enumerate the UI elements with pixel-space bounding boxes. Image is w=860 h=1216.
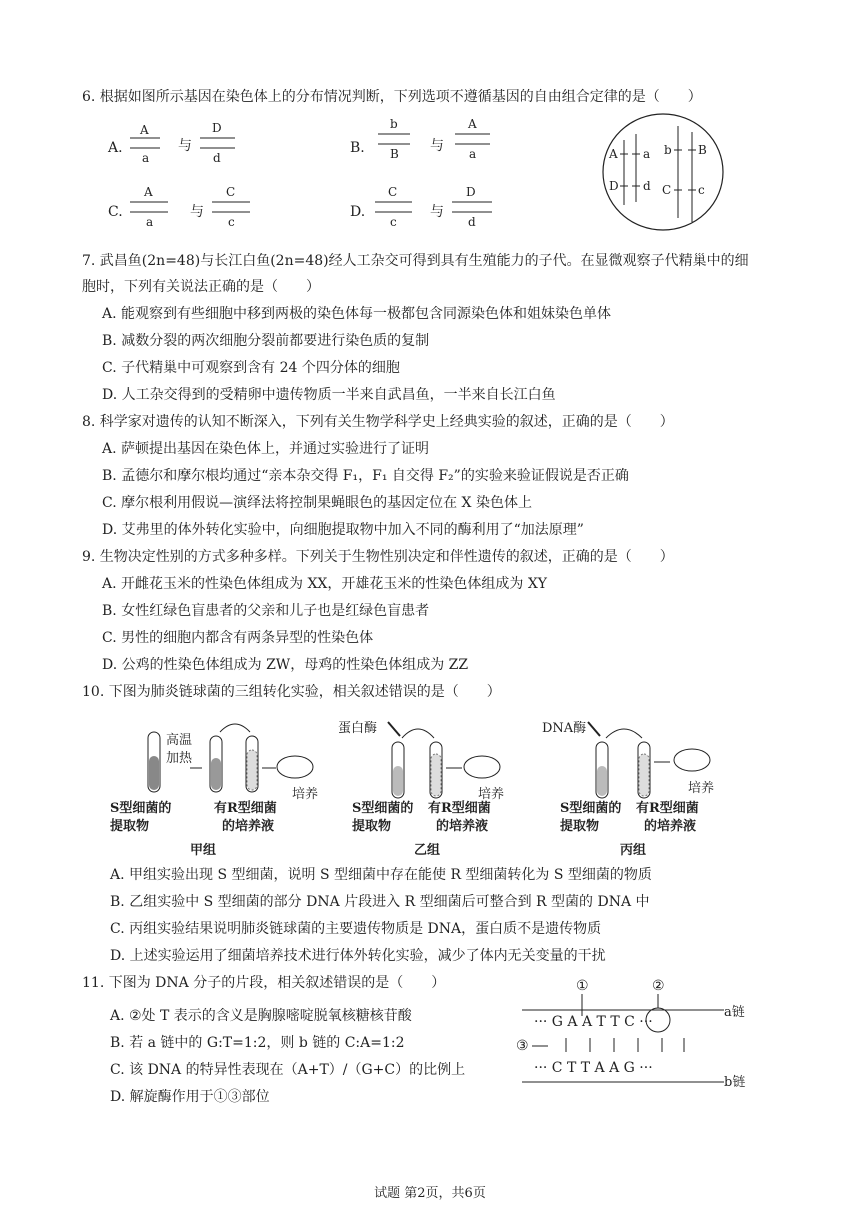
q9-option-b: B. 女性红绿色盲患者的父亲和儿子也是红绿色盲患者 (102, 603, 430, 619)
jia-r-medium-line2: 的培养液 (222, 819, 275, 834)
q10-transformation-figure (110, 712, 750, 862)
yi-protease-label: 蛋白酶 (338, 721, 378, 736)
q7-stem-line2: 胞时，下列有关说法正确的是（ ） (82, 279, 320, 295)
q9-option-d: D. 公鸡的性染色体组成为 ZW，母鸡的性染色体组成为 ZZ (102, 657, 469, 673)
dna-marker-1: ① (576, 978, 589, 994)
cell-gene-a: a (643, 147, 651, 161)
q6-opt-c-top-gene-2: C (226, 185, 236, 199)
bing-r-medium-line1: 有R型细菌 (636, 801, 699, 816)
cell-gene-C: C (662, 183, 672, 197)
q6-stem: 6. 根据如图所示基因在染色体上的分布情况判断，下列选项不遵循基因的自由组合定律的是（ ） (82, 89, 702, 105)
q6-opt-b-conj: 与 (430, 138, 444, 154)
bing-dnase-label: DNA酶 (542, 721, 587, 736)
q8-option-a: A. 萨顿提出基因在染色体上，并通过实验进行了证明 (102, 441, 430, 457)
q11-option-a: A. ②处 T 表示的含义是胸腺嘧啶脱氧核糖核苷酸 (110, 1008, 412, 1024)
q8-stem: 8. 科学家对遗传的认知不断深入，下列有关生物学科学史上经典实验的叙述，正确的是（ ） (82, 414, 674, 430)
q6-opt-b-label: B. (350, 140, 365, 156)
q6-opt-d-bottom-gene: c (390, 215, 397, 229)
cell-gene-c: c (698, 183, 705, 197)
q6-opt-d-chromosome-1 (375, 185, 412, 229)
q6-opt-a-conj: 与 (178, 138, 192, 154)
yi-s-extract-line2: 提取物 (352, 819, 392, 834)
q6-opt-d-chromosome-2 (452, 185, 492, 229)
q6-opt-d-label: D. (350, 204, 366, 220)
bing-petri-dish (674, 749, 710, 771)
q7-option-c: C. 子代精巢中可观察到含有 24 个四分体的细胞 (102, 360, 400, 376)
yi-r-medium-line2: 的培养液 (436, 819, 489, 834)
q6-opt-c-top-gene: A (144, 185, 153, 199)
cell-gene-b: b (664, 143, 672, 157)
q6-opt-a-chromosome-1 (130, 123, 160, 165)
jia-curved-arrow (220, 724, 250, 732)
a-chain-label: a链 (724, 1005, 745, 1020)
q6-opt-b-bottom-gene-2: a (469, 147, 477, 161)
cell-gene-D: D (609, 179, 619, 193)
jia-s-extract-line2: 提取物 (110, 819, 150, 834)
jia-group (110, 724, 318, 858)
q6-opt-b-top-gene-2: A (468, 117, 477, 131)
q8-option-b: B. 孟德尔和摩尔根均通过“亲本杂交得 F₁，F₁ 自交得 F₂”的实验来验证假说是否正确 (102, 468, 629, 484)
q7-option-d: D. 人工杂交得到的受精卵中遗传物质一半来自武昌鱼，一半来自长江白鱼 (102, 387, 556, 403)
yi-s-extract-line1: S型细菌的 (352, 801, 414, 816)
cell-gene-B: B (698, 143, 707, 157)
q6-opt-b-top-gene: b (390, 117, 398, 131)
q6-opt-b-bottom-gene: B (390, 147, 399, 161)
q7-stem-line1: 7. 武昌鱼(2n=48)与长江白鱼(2n=48)经人工杂交可得到具有生殖能力的子代。在显微观察子代精巢中的细 (82, 253, 749, 269)
q6-opt-a-bottom-gene: a (142, 151, 150, 165)
cell-outline (603, 114, 723, 230)
yi-culture-label: 培养 (478, 787, 505, 802)
q10-option-b: B. 乙组实验中 S 型细菌的部分 DNA 片段进入 R 型细菌后可整合到 R 型菌的 DNA 中 (110, 894, 650, 910)
q6-opt-c-label: C. (108, 204, 123, 220)
bing-s-extract-line1: S型细菌的 (560, 801, 622, 816)
hydrogen-bonds (566, 1038, 684, 1052)
q9-stem: 9. 生物决定性别的方式多种多样。下列关于生物性别决定和伴性遗传的叙述，正确的是（ ） (82, 549, 674, 565)
yi-curved-arrow (402, 729, 434, 738)
q6-opt-c-chromosome-2 (212, 185, 250, 229)
q7-option-a: A. 能观察到有些细胞中移到两极的染色体每一极都包含同源染色体和姐妹染色单体 (102, 306, 612, 322)
q6-opt-c-chromosome-1 (130, 185, 168, 229)
q11-stem: 11. 下图为 DNA 分子的片段，相关叙述错误的是（ ） (82, 975, 446, 991)
jia-petri-dish (277, 756, 313, 778)
q9-option-c: C. 男性的细胞内都含有两条异型的性染色体 (102, 630, 374, 646)
q11-option-b: B. 若 a 链中的 G:T=1:2，则 b 链的 C:A=1:2 (110, 1035, 405, 1051)
dna-marker-3: ③ (516, 1038, 529, 1054)
jia-culture-label: 培养 (292, 787, 319, 802)
b-chain-label: b链 (724, 1075, 746, 1090)
yi-group-label: 乙组 (414, 843, 441, 858)
q9-option-a: A. 开雌花玉米的性染色体组成为 XX，开雄花玉米的性染色体组成为 XY (102, 576, 548, 592)
jia-r-medium-line1: 有R型细菌 (214, 801, 277, 816)
q6-opt-d-top-gene: C (388, 185, 398, 199)
dna-marker-2: ② (652, 978, 665, 994)
q6-opt-a-top-gene: A (140, 123, 149, 137)
q6-opt-a-bottom-gene-2: d (213, 151, 221, 165)
jia-group-label: 甲组 (190, 843, 217, 858)
jia-heat-line2: 加热 (166, 751, 193, 766)
yi-r-medium-line1: 有R型细菌 (428, 801, 491, 816)
q10-option-a: A. 甲组实验出现 S 型细菌，说明 S 型细菌中存在能使 R 型细菌转化为 S 型细菌的物质 (110, 867, 652, 883)
jia-s-extract-line1: S型细菌的 (110, 801, 172, 816)
q10-option-d: D. 上述实验运用了细菌培养技术进行体外转化实验，减少了体内无关变量的干扰 (110, 948, 606, 964)
q6-options-figure (100, 112, 600, 232)
q6-opt-d-top-gene-2: D (466, 185, 476, 199)
bing-culture-label: 培养 (688, 781, 715, 796)
q6-opt-c-bottom-gene-2: c (228, 215, 235, 229)
q8-option-c: C. 摩尔根利用假说—演绎法将控制果蝇眼色的基因定位在 X 染色体上 (102, 495, 532, 511)
top-strand-bases: ··· G A A T T C ··· (534, 1014, 653, 1030)
yi-petri-dish (464, 756, 500, 778)
q11-option-d: D. 解旋酶作用于①③部位 (110, 1089, 270, 1105)
q7-option-b: B. 减数分裂的两次细胞分裂前都要进行染色质的复制 (102, 333, 430, 349)
q6-opt-d-conj: 与 (430, 204, 444, 220)
cell-gene-A: A (609, 147, 618, 161)
bing-group (542, 721, 714, 858)
q6-opt-a-chromosome-2 (200, 121, 235, 165)
bottom-strand-bases: ··· C T T A A G ··· (534, 1060, 653, 1076)
q6-opt-c-bottom-gene: a (146, 215, 154, 229)
q6-opt-a-top-gene-2: D (212, 121, 222, 135)
q6-opt-b-chromosome-2 (455, 117, 490, 161)
cell-gene-d: d (643, 179, 651, 193)
q10-option-c: C. 丙组实验结果说明肺炎链球菌的主要遗传物质是 DNA，蛋白质不是遗传物质 (110, 921, 602, 937)
q6-opt-a-label: A. (108, 140, 123, 156)
q6-opt-c-conj: 与 (190, 204, 204, 220)
q6-cell-diagram (598, 110, 728, 234)
q10-stem: 10. 下图为肺炎链球菌的三组转化实验，相关叙述错误的是（ ） (82, 684, 501, 700)
q6-opt-d-bottom-gene-2: d (468, 215, 476, 229)
jia-heat-line1: 高温 (166, 733, 193, 748)
q6-opt-b-chromosome-1 (378, 117, 410, 161)
q11-option-c: C. 该 DNA 的特异性表现在（A+T）/（G+C）的比例上 (110, 1062, 466, 1078)
yi-group (338, 721, 504, 858)
bing-s-extract-line2: 提取物 (560, 819, 600, 834)
bing-curved-arrow (606, 729, 642, 738)
q8-option-d: D. 艾弗里的体外转化实验中，向细胞提取物中加入不同的酶利用了“加法原理” (102, 522, 584, 538)
bing-group-label: 丙组 (620, 843, 647, 858)
page-footer: 试题 第2页，共6页 (374, 1186, 486, 1201)
bing-r-medium-line2: 的培养液 (644, 819, 697, 834)
q11-dna-figure (514, 976, 770, 1096)
